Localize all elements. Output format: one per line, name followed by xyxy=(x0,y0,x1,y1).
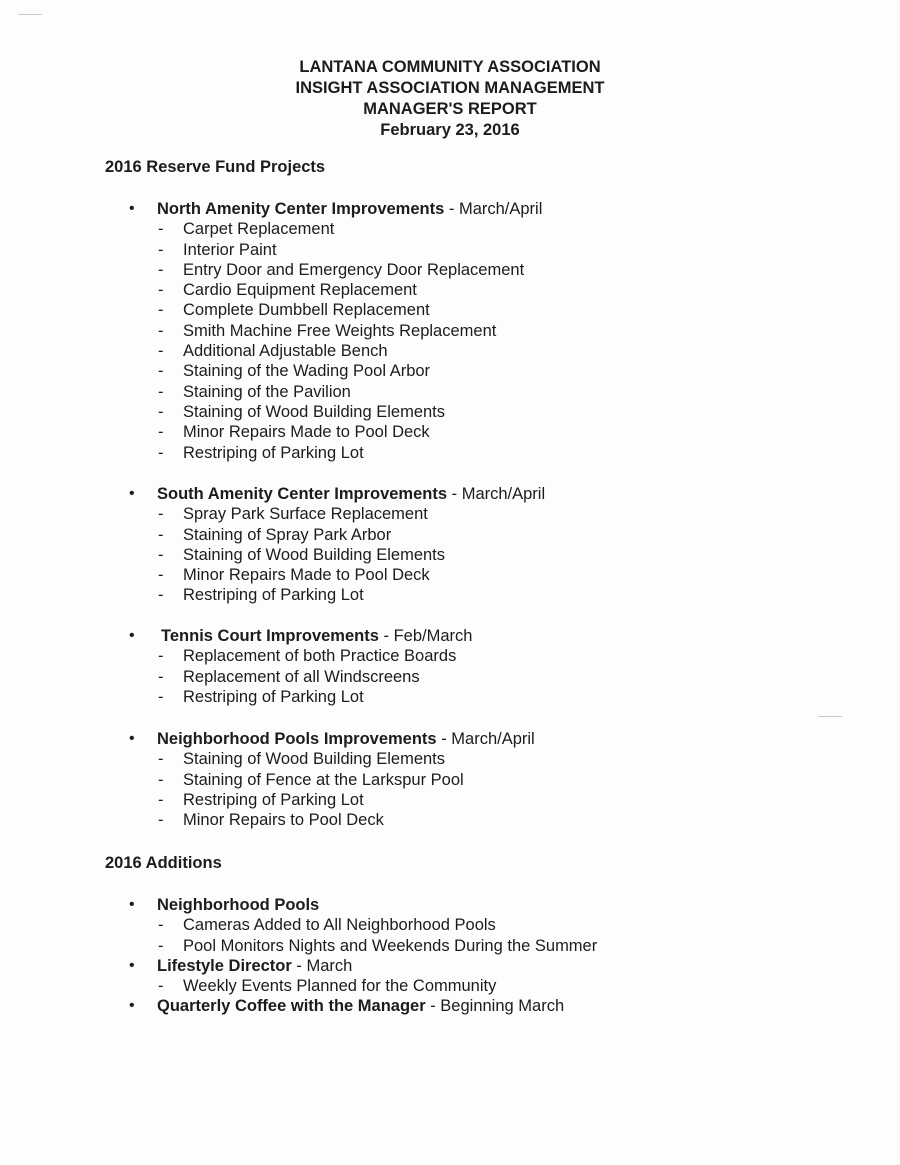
list-item: - Additional Adjustable Bench xyxy=(158,342,388,361)
list-item: - Minor Repairs to Pool Deck xyxy=(158,811,384,830)
list-item: - Staining of Wood Building Elements xyxy=(158,545,446,564)
list-item: - Cameras Added to All Neighborhood Pools xyxy=(158,916,496,935)
report-date: February 23, 2016 xyxy=(380,121,520,139)
group-neighborhood-pools-improvements xyxy=(0,729,900,830)
list-item: - Entry Door and Emergency Door Replacement xyxy=(158,260,525,279)
bullet-item: • North Amenity Center Improvements - March/April xyxy=(129,200,543,218)
list-item: - Staining of the Pavilion xyxy=(158,382,351,401)
bullet-icon: • xyxy=(129,627,135,644)
bullet-item: • South Amenity Center Improvements - March/April xyxy=(129,485,546,503)
list-item: - Complete Dumbbell Replacement xyxy=(158,301,430,320)
list-item: - Minor Repairs Made to Pool Deck xyxy=(158,423,430,442)
list-item: - Cardio Equipment Replacement xyxy=(158,281,417,300)
list-item: - Minor Repairs Made to Pool Deck xyxy=(158,566,430,585)
bullet-icon: • xyxy=(129,200,135,217)
management-company: INSIGHT ASSOCIATION MANAGEMENT xyxy=(295,79,605,97)
list-item: - Restriping of Parking Lot xyxy=(158,687,364,706)
section-heading-reserve-fund: 2016 Reserve Fund Projects xyxy=(105,158,326,176)
list-item: - Restriping of Parking Lot xyxy=(158,790,364,809)
bullet-icon: • xyxy=(129,956,135,974)
list-item: - Interior Paint xyxy=(158,240,277,259)
list-item: - Staining of the Wading Pool Arbor xyxy=(158,362,431,381)
report-title: MANAGER'S REPORT xyxy=(363,100,537,118)
bullet-item: • Tennis Court Improvements - Feb/March xyxy=(129,627,473,645)
bullet-item: • Neighborhood Pools Improvements - March/April xyxy=(129,730,535,748)
list-item: - Restriping of Parking Lot xyxy=(158,586,364,605)
bullet-item: • Neighborhood Pools xyxy=(129,896,320,914)
list-item: - Staining of Spray Park Arbor xyxy=(158,525,392,544)
list-item: - Carpet Replacement xyxy=(158,220,335,239)
section-heading-additions: 2016 Additions xyxy=(105,854,222,872)
list-item: - Pool Monitors Nights and Weekends During the Summer xyxy=(158,936,598,955)
report-header xyxy=(0,57,900,141)
bullet-item: • Quarterly Coffee with the Manager - Beginning March xyxy=(129,997,565,1016)
list-item: - Replacement of all Windscreens xyxy=(158,667,420,686)
list-item: - Spray Park Surface Replacement xyxy=(158,505,428,524)
bullet-icon: • xyxy=(129,997,135,1015)
org-name: LANTANA COMMUNITY ASSOCIATION xyxy=(299,58,601,76)
scan-artifact xyxy=(18,14,42,15)
bullet-item: • Lifestyle Director - March xyxy=(129,956,353,975)
bullet-icon: • xyxy=(129,896,135,913)
group-additions xyxy=(0,895,900,1017)
list-item: - Weekly Events Planned for the Community xyxy=(158,977,497,996)
scan-artifact xyxy=(818,716,842,717)
list-item: - Smith Machine Free Weights Replacement xyxy=(158,321,497,340)
list-item: - Replacement of both Practice Boards xyxy=(158,647,457,666)
group-north-amenity xyxy=(0,199,900,463)
list-item: - Staining of Fence at the Larkspur Pool xyxy=(158,770,464,789)
list-item: - Restriping of Parking Lot xyxy=(158,443,364,462)
group-south-amenity xyxy=(0,484,900,606)
list-item: - Staining of Wood Building Elements xyxy=(158,750,446,769)
bullet-icon: • xyxy=(129,730,135,747)
bullet-icon: • xyxy=(129,485,135,502)
list-item: - Staining of Wood Building Elements xyxy=(158,402,446,421)
group-tennis-court xyxy=(0,626,900,707)
